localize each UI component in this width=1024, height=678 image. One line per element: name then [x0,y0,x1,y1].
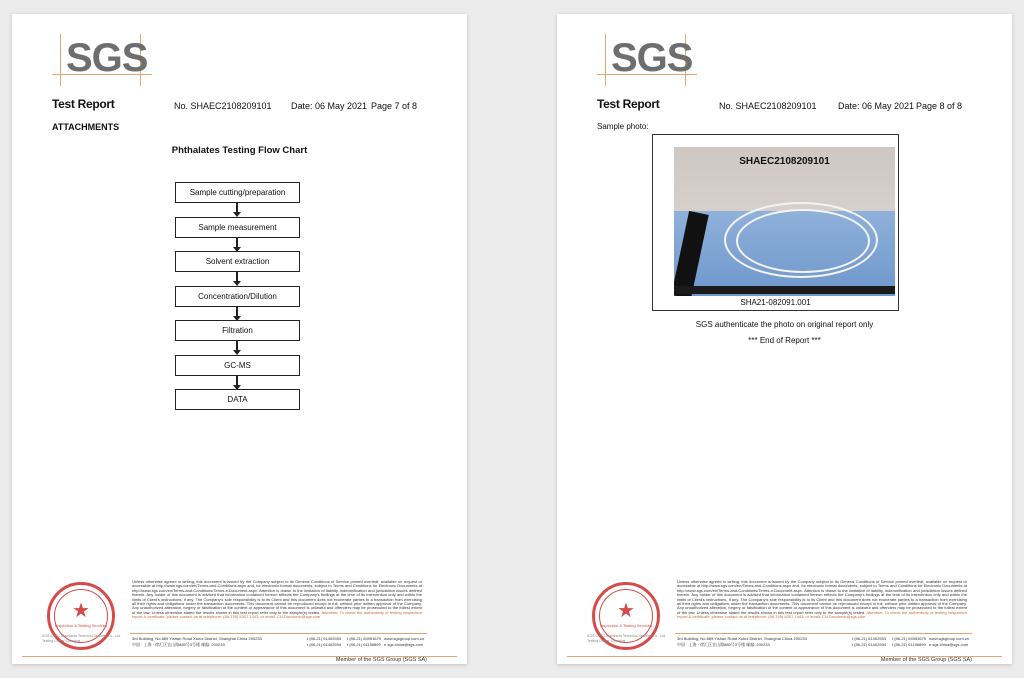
stamp-caption: SGS-CSTC Standards Technical Services Co., Ltd. Testing Center Shanghai [42,634,122,643]
flow-arrow [236,341,238,351]
flow-arrow [236,307,238,317]
page-number: Page 8 of 8 [915,101,962,111]
report-number: No. SHAEC2108209101 [174,101,272,111]
end-of-report: *** End of Report *** [748,336,821,345]
flow-arrow [236,203,238,213]
sample-photo-label: Sample photo: [597,122,649,131]
sgs-logo: SGS [597,34,697,86]
flowchart-title: Phthalates Testing Flow Chart [171,145,308,156]
authenticate-note: SGS authenticate the photo on original report only [695,320,874,329]
report-date: Date: 06 May 2021 [838,101,915,111]
attention-note: Attention: To check the authenticity of testing /inspection report & certificate, please contact us at telephone: (86-755) 8307 1443, or email: CN.Doccheck@sgs.com [677,609,968,620]
flow-arrow [236,272,238,282]
terms-text: Unless otherwise agreed in writing, this document is issued by the Company subject to its General Conditions of Service printed overleaf, available on request or accessible at http://www.sgs.com/en/Terms-and-Conditions.aspx and, for electronic format documents, subject to Terms and Conditions for Electronic Documents at http://www.sgs.com/en/Terms-and-Conditions/Terms-e-Document.aspx. Attention is drawn to the limitation of liability, indemnification and jurisdiction issues defined therein. Any holder of this document is advised that information contained hereon reflects the Company's findings at the time of its intervention only and within the limits of Client's instructions, if any. The Company's sole responsibility is to its Client and this document does not exonerate parties to a transaction from exercising all their rights and obligations under the transaction documents. This document cannot be reproduced except in full, without prior written approval of the Company. Any unauthorized alteration, forgery or falsification of the content or appearance of this document is unlawful and offenders may be prosecuted to the fullest extent of the law. Unless otherwise stated the results shown in this test report refer only to the sample(s) tested. Attention: To check the authenticity of testing /inspection report & certificate, please contact us at telephone: (86-755) 8307 1443, or email: CN.Doccheck@sgs.com [677,579,968,620]
flow-step: Concentration/Dilution [175,286,300,307]
report-number: No. SHAEC2108209101 [719,101,817,111]
page-number: Page 7 of 8 [370,101,417,111]
photo-caption: SHA21-082091.001 [740,298,811,307]
stamp-caption: SGS-CSTC Standards Technical Services Co., Ltd. Testing Center Shanghai [587,634,667,643]
flow-step: GC-MS [175,355,300,376]
company-seal-stamp: ★ Inspection & Testing Services [47,582,115,650]
page-header [52,99,427,115]
sgs-logo: SGS [52,34,152,86]
footer-divider [675,633,972,634]
star-icon: ★ [72,600,90,622]
report-date: Date: 06 May 2021 [291,101,368,111]
flow-arrow [236,238,238,248]
sample-photo [674,147,895,296]
member-note: Member of the SGS Group (SGS SA) [335,657,427,663]
star-icon: ★ [617,600,635,622]
flow-step: Filtration [175,320,300,341]
flow-step: Sample measurement [175,217,300,238]
page-header [597,99,972,115]
company-seal-stamp: ★ Inspection & Testing Services [592,582,660,650]
flow-step: DATA [175,389,300,410]
attention-note: Attention: To check the authenticity of testing /inspection report & certificate, please contact us at telephone: (86-755) 8307 1443, or email: CN.Doccheck@sgs.com [132,609,423,620]
report-page-8: SGS Test Report No. SHAEC2108209101 Date: 06 May 2021 Page 8 of 8 Sample photo: SHAEC2108209101 SHA21-082091.001 SGS authenticate the photo on original report only *** End of Report *** ★ Inspection & Testing Services SGS-CSTC Standards Technical Services Co., Ltd. Testing Center Shanghai Unless otherwise agreed in writing, this document is issued by the Company subject to its General Conditions of Service printed overleaf, available on request or accessible at http://www.sgs.com/en/Terms-and-Conditions.aspx and, for electronic format documents, subject to Terms and Conditions for Electronic Documents at http://www.sgs.com/en/Terms-and-Conditions/Terms-e-Document.aspx. Attention is drawn to the limitation of liability, indemnification and jurisdiction issues defined therein. Any holder of this document is advised that information contained hereon reflects the Company's findings at the time of its intervention only and within the limits of Client's instructions, if any. The Company's sole responsibility is to its Client and this document does not exonerate parties to a transaction from exercising all their rights and obligations under the transaction documents. This document cannot be reproduced except in full, without prior written approval of the Company. Any unauthorized alteration, forgery or falsification of the content or appearance of this document is unlawful and offenders may be prosecuted to the fullest extent of the law. Unless otherwise stated the results shown in this test report refer only to the sample(s) tested. Attention: To check the authenticity of testing /inspection report & certificate, please contact us at telephone: (86-755) 8307 1443, or email: CN.Doccheck@sgs.com 3rd Building, No.889 Yishan Road Xuhui District, Shanghai China 200233 t (86-21) 61402553 f (86-21) 64953679 www.sgsgroup.com.cn 中国 · 上海 · 徐汇区宜山路889号3号楼 邮编: 200233 t (86-21) 61402594 f (86-21) 61156899 e sgs.china@sgs.com Member of the SGS Group (SGS SA) [557,14,1012,664]
flow-step: Sample cutting/preparation [175,182,300,203]
flow-step: Solvent extraction [175,251,300,272]
member-note: Member of the SGS Group (SGS SA) [880,657,972,663]
footer-divider [130,633,427,634]
report-title: Test Report [597,97,660,111]
flow-arrow [236,376,238,386]
sample-photo-frame [652,134,899,311]
photo-sample-code: SHAEC2108209101 [739,156,830,167]
terms-text: Unless otherwise agreed in writing, this document is issued by the Company subject to its General Conditions of Service printed overleaf, available on request or accessible at http://www.sgs.com/en/Terms-and-Conditions.aspx and, for electronic format documents, subject to Terms and Conditions for Electronic Documents at http://www.sgs.com/en/Terms-and-Conditions/Terms-e-Document.aspx. Attention is drawn to the limitation of liability, indemnification and jurisdiction issues defined therein. Any holder of this document is advised that information contained hereon reflects the Company's findings at the time of its intervention only and within the limits of Client's instructions, if any. The Company's sole responsibility is to its Client and this document does not exonerate parties to a transaction from exercising all their rights and obligations under the transaction documents. This document cannot be reproduced except in full, without prior written approval of the Company. Any unauthorized alteration, forgery or falsification of the content or appearance of this document is unlawful and offenders may be prosecuted to the fullest extent of the law. Unless otherwise stated the results shown in this test report refer only to the sample(s) tested. Attention: To check the authenticity of testing /inspection report & certificate, please contact us at telephone: (86-755) 8307 1443, or email: CN.Doccheck@sgs.com [132,579,423,620]
report-title: Test Report [52,97,115,111]
report-page-7: SGS Test Report No. SHAEC2108209101 Date: 06 May 2021 Page 7 of 8 ATTACHMENTS Phthalates Testing Flow Chart Sample cutting/preparation Sample measurement Solvent extraction Concentration/Dilution Filtration GC-MS DATA ★ Inspection & Testing Services SGS-CSTC Standards Technical Services Co., Ltd. Testing Center Shanghai Unless otherwise agreed in writing, this document is issued by the Company subject to its General Conditions of Service printed overleaf, available on request or accessible at http://www.sgs.com/en/Terms-and-Conditions.aspx and, for electronic format documents, subject to Terms and Conditions for Electronic Documents at http://www.sgs.com/en/Terms-and-Conditions/Terms-e-Document.aspx. Attention is drawn to the limitation of liability, indemnification and jurisdiction issues defined therein. Any holder of this document is advised that information contained hereon reflects the Company's findings at the time of its intervention only and within the limits of Client's instructions, if any. The Company's sole responsibility is to its Client and this document does not exonerate parties to a transaction from exercising all their rights and obligations under the transaction documents. This document cannot be reproduced except in full, without prior written approval of the Company. Any unauthorized alteration, forgery or falsification of the content or appearance of this document is unlawful and offenders may be prosecuted to the fullest extent of the law. Unless otherwise stated the results shown in this test report refer only to the sample(s) tested. Attention: To check the authenticity of testing /inspection report & certificate, please contact us at telephone: (86-755) 8307 1443, or email: CN.Doccheck@sgs.com 3rd Building, No.889 Yishan Road Xuhui District, Shanghai China 200233 t (86-21) 61402553 f (86-21) 64953679 www.sgsgroup.com.cn 中国 · 上海 · 徐汇区宜山路889号3号楼 邮编: 200233 t (86-21) 61402594 f (86-21) 61156899 e sgs.china@sgs.com Member of the SGS Group (SGS SA) [12,14,467,664]
section-title: ATTACHMENTS [52,122,120,132]
